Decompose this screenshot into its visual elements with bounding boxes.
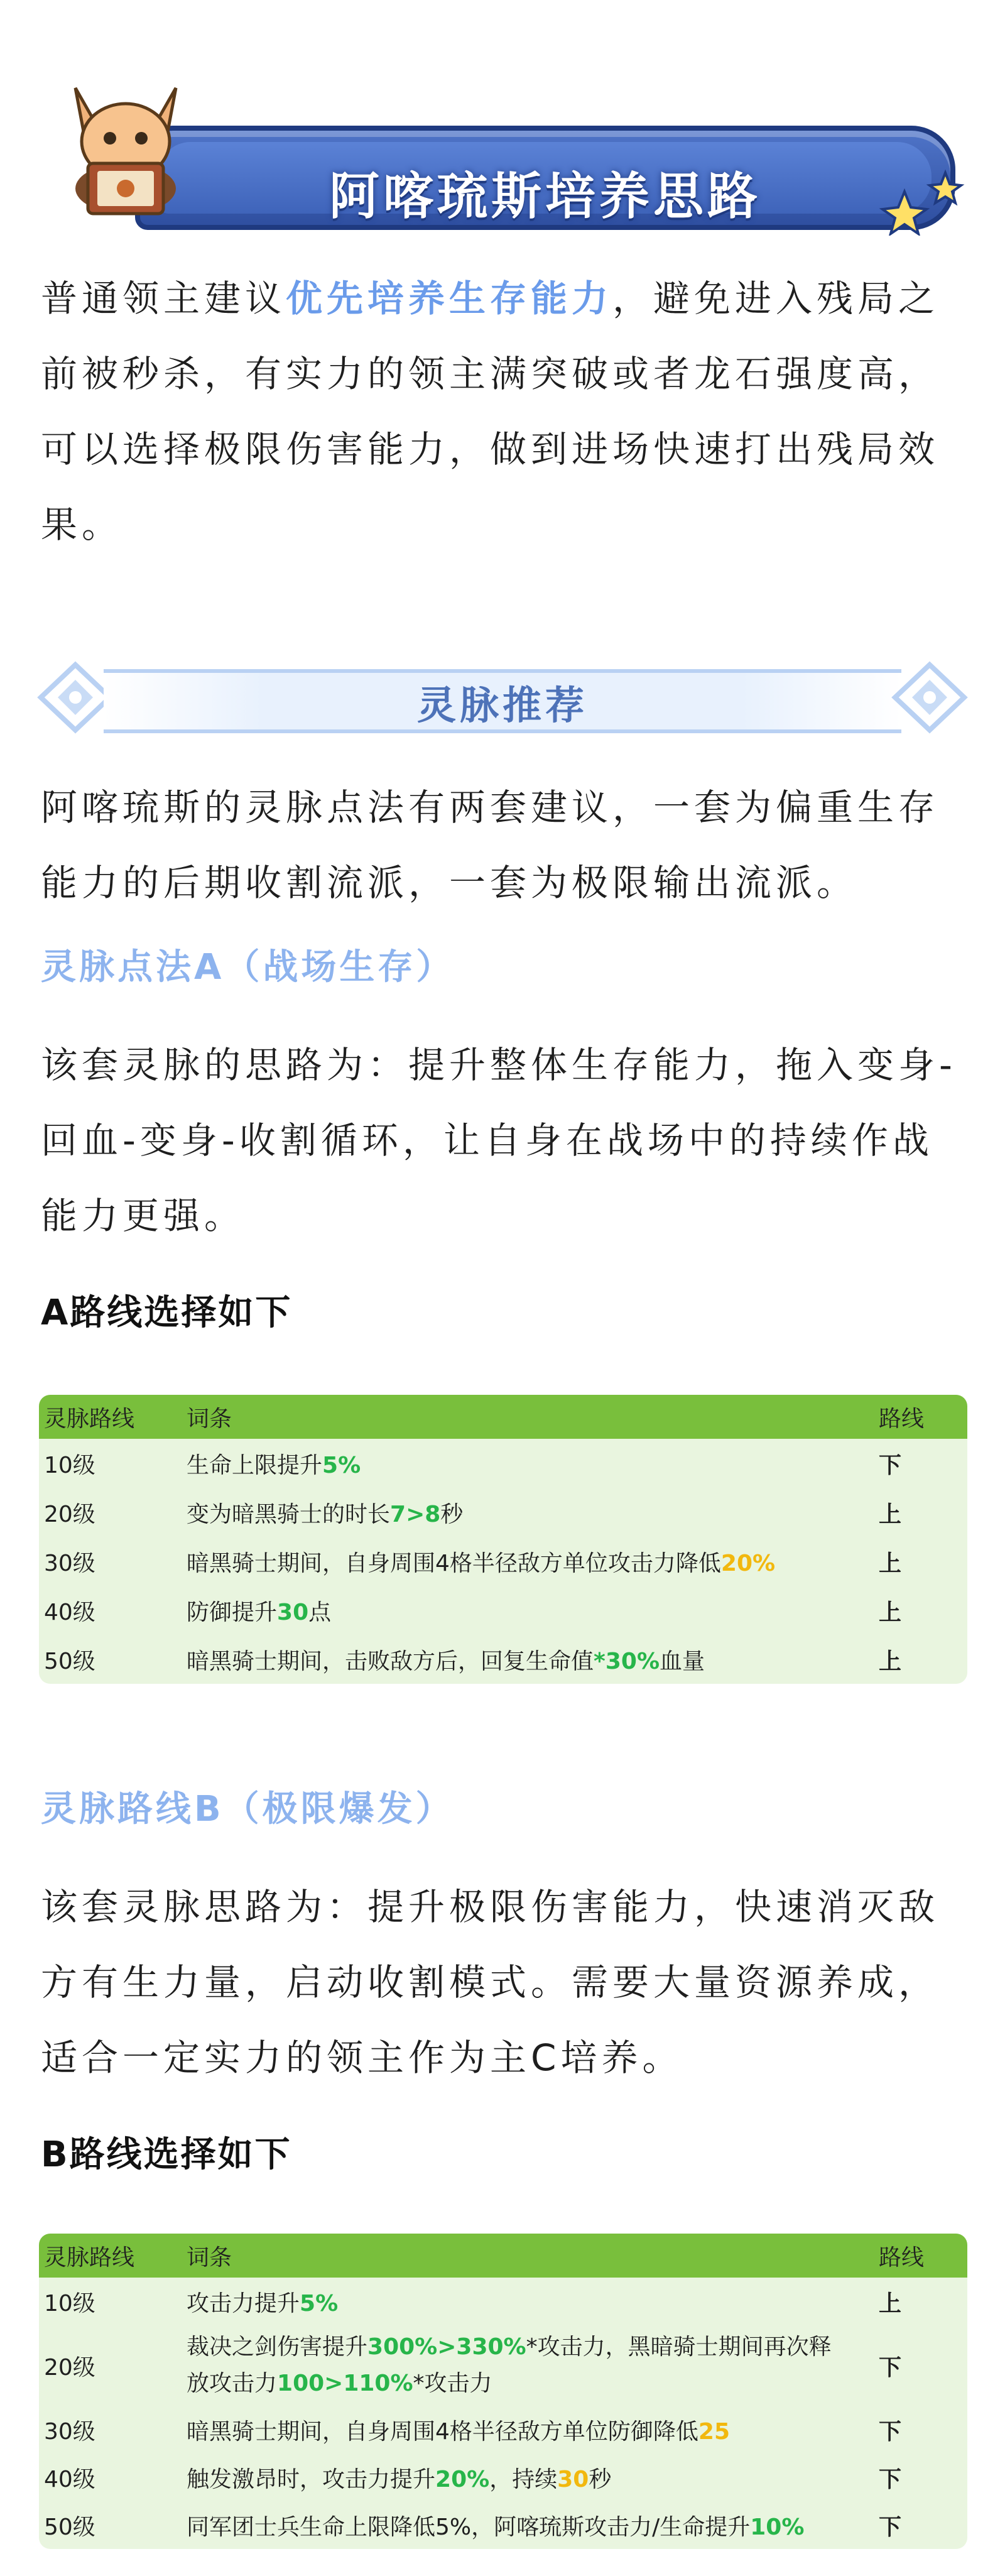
row-level: 20级 (44, 1501, 95, 1527)
row-route: 上 (879, 2290, 902, 2317)
row-level: 50级 (44, 1648, 95, 1674)
header-level: 灵脉路线 (44, 1405, 135, 1432)
route-a-table-heading: A路线选择如下 (41, 1292, 293, 1333)
header-route: 路线 (879, 1405, 925, 1432)
table-row (39, 1537, 967, 1586)
row-route: 下 (879, 2354, 902, 2381)
row-level: 40级 (44, 1599, 95, 1625)
table-row (39, 1635, 967, 1684)
row-entry: 触发激昂时，攻击力提升20%，持续30秒 (187, 2466, 612, 2492)
table-row (39, 2325, 967, 2406)
table-row (39, 2278, 967, 2325)
intro-highlight: 优先培养生存能力 (286, 277, 613, 320)
table-header-row (39, 2234, 967, 2278)
row-level: 20级 (44, 2354, 95, 2381)
section-description: 阿喀琉斯的灵脉点法有两套建议，一套为偏重生存能力的后期收割流派，一套为极限输出流派。 (41, 786, 940, 904)
table-header-row (39, 1395, 967, 1439)
intro-paragraph (41, 261, 964, 562)
row-entry: 同军团士兵生命上限降低5%，阿喀琉斯攻击力/生命提升10% (187, 2514, 805, 2540)
row-route: 下 (879, 1452, 902, 1478)
route-b-table-heading: B路线选择如下 (41, 2134, 292, 2175)
table-row (39, 2453, 967, 2501)
row-level: 30级 (44, 2418, 95, 2445)
row-level: 10级 (44, 1452, 95, 1478)
row-route: 上 (879, 1501, 902, 1527)
row-route: 上 (879, 1599, 902, 1625)
route-b-subtitle: 灵脉路线B（极限爆发） (41, 1789, 454, 1830)
header-entry: 词条 (187, 1405, 232, 1432)
route-b-table (39, 2234, 967, 2549)
route-a-subtitle: 灵脉点法A（战场生存） (41, 947, 455, 988)
route-a-description: 该套灵脉的思路为：提升整体生存能力，拖入变身-回血-变身-收割循环，让自身在战场中的持续作战能力更强。 (41, 1044, 957, 1237)
table-row (39, 1586, 967, 1635)
route-b-description: 该套灵脉思路为：提升极限伤害能力，快速消灭敌方有生力量，启动收割模式。需要大量资源养成，适合一定实力的领主作为主C培养。 (41, 1886, 940, 2079)
mascot-icon (50, 63, 201, 226)
diamond-ornament-icon (889, 660, 970, 735)
section-title: 灵脉推荐 (416, 682, 588, 728)
row-entry: 暗黑骑士期间，击败敌方后，回复生命值*30%血量 (187, 1648, 705, 1674)
header-route: 路线 (879, 2244, 925, 2271)
header-level: 灵脉路线 (44, 2244, 135, 2271)
table-row (39, 2406, 967, 2453)
row-route: 上 (879, 1648, 902, 1674)
header-entry: 词条 (187, 2244, 232, 2271)
row-route: 下 (879, 2466, 902, 2492)
section-header (35, 657, 970, 738)
table-row (39, 2501, 967, 2549)
table-row (39, 1439, 967, 1488)
row-entry: 暗黑骑士期间，自身周围4格半径敌方单位防御降低25 (187, 2418, 731, 2445)
row-entry: 变为暗黑骑士的时长7>8秒 (187, 1501, 464, 1527)
page-title: 阿喀琉斯培养思路 (329, 167, 761, 226)
row-route: 下 (879, 2418, 902, 2445)
row-level: 10级 (44, 2290, 95, 2317)
stars-icon (867, 166, 967, 236)
row-route: 上 (879, 1550, 902, 1576)
row-level: 30级 (44, 1550, 95, 1576)
row-level: 50级 (44, 2514, 95, 2540)
route-a-table (39, 1395, 967, 1684)
title-banner-bar (135, 126, 955, 230)
row-entry: 防御提升30点 (187, 1599, 332, 1625)
intro-text-1: 普通领主建议 (41, 277, 286, 320)
table-row (39, 1488, 967, 1537)
row-entry: 裁决之剑伤害提升300%>330%*攻击力，黑暗骑士期间再次释放攻击力100>110%*攻击力 (187, 2334, 832, 2396)
row-entry: 生命上限提升5% (187, 1452, 361, 1478)
row-entry: 暗黑骑士期间，自身周围4格半径敌方单位攻击力降低20% (187, 1550, 776, 1576)
row-level: 40级 (44, 2466, 95, 2492)
title-banner (75, 104, 952, 236)
row-entry: 攻击力提升5% (187, 2290, 339, 2317)
intro-text-2: ，避免进入残局之前被秒杀，有实力的领主满突破或者龙石强度高，可以选择极限伤害能力，做到进场快速打出残局效果。 (41, 277, 940, 546)
row-route: 下 (879, 2514, 902, 2540)
